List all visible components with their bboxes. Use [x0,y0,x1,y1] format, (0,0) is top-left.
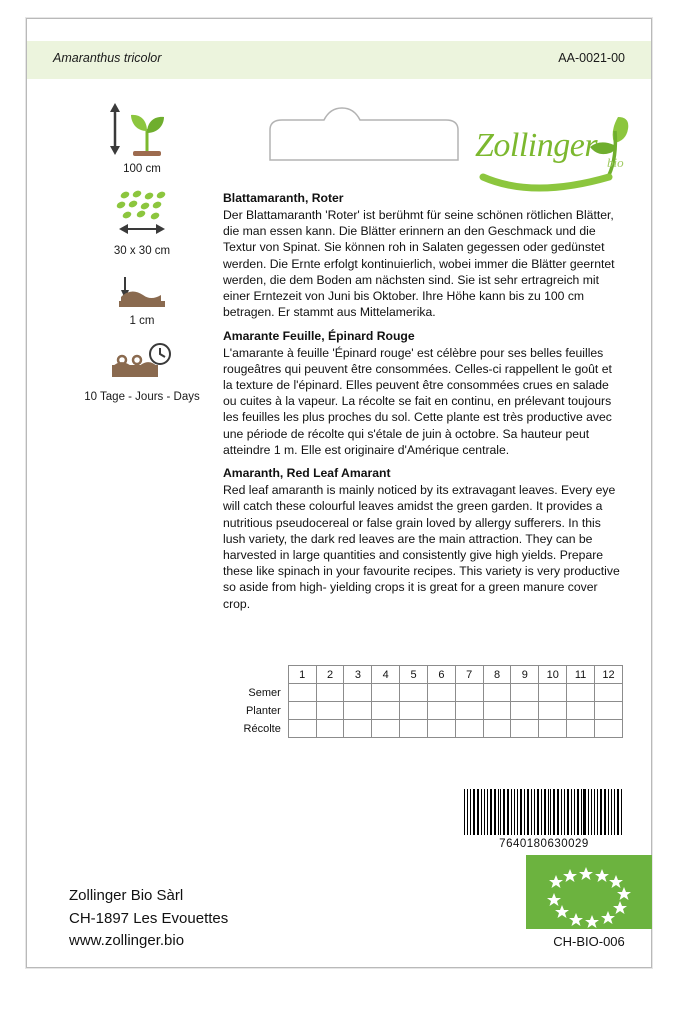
header-band [27,41,651,79]
calendar-cell [595,720,623,738]
description-body-de: Der Blattamaranth 'Roter' ist berühmt für seine schönen rötlichen Blätter, die man essen kann. Die Blätter erinnern an den Geschmack und die Textur von Spinat. Sie können roh in Salaten gegessen oder gedünstet werden. Die Ernte erfolgt kontinuierlich, wobei immer die Blätter geerntet werden, die dem Boden am nächsten sind. Sie ist sehr ertragreich mit einer Erntezeit von Juni bis Oktober. Ihre Höhe kann bis zu 100 cm betragen. Er stammt aus Mittelamerika. [223,208,615,320]
brand-name: Zollinger [475,127,598,164]
calendar-cell [372,720,400,738]
barcode-number: 7640180630029 [499,838,589,850]
calendar-cell [288,702,316,720]
latin-name: Amaranthus tricolor [53,51,162,65]
sowing-calendar [223,665,623,738]
calendar-cell [344,702,372,720]
brand-sub: bio [607,155,624,170]
calendar-cell [511,684,539,702]
calendar-month-header: 1 [288,666,316,684]
calendar-row-label: Semer [248,686,281,699]
calendar-cell [372,702,400,720]
calendar-cell [483,720,511,738]
calendar-cell [316,720,344,738]
calendar-cell [483,702,511,720]
plant-height-caption: 100 cm [123,163,161,175]
calendar-row [223,684,623,702]
calendar-header-row [223,666,623,684]
icon-block-germination [67,341,217,403]
description-body-fr: L'amarante à feuille 'Épinard rouge' est célèbre pour ses belles feuilles rougeâtres qui peuvent être consommées. Celles-ci rappellent le goût et la texture de l'épinard. Elles peuvent être consommées crues en salade ou cuites à la vapeur. La récolte se fait en continu, en prélevant toujours les feuilles les plus proches du sol. Cette plante est très productive avec une période de récolte qui s'étale de juin à octobre. Sa hauteur peut atteindre 1 m. Elle est originaire d'Amérique centrale. [223,345,612,457]
calendar-cell [539,702,567,720]
calendar-row-label: Récolte [243,722,281,735]
calendar-month-header: 2 [316,666,344,684]
germination-time-icon [67,341,217,387]
calendar-row [223,702,623,720]
icon-block-spacing [67,189,217,257]
calendar-cell [595,702,623,720]
calendar-cell [483,684,511,702]
description-title-de: Blattamaranth, Roter [223,191,344,205]
company-city: CH-1897 Les Evouettes [69,909,229,927]
calendar-cell [455,684,483,702]
calendar-month-header: 10 [539,666,567,684]
calendar-cell [372,684,400,702]
company-address [69,885,228,953]
calendar-cell [427,684,455,702]
calendar-cell [427,702,455,720]
calendar-cell [316,702,344,720]
calendar-table [223,665,623,738]
calendar-month-header: 8 [483,666,511,684]
calendar-cell [316,684,344,702]
germination-time-caption: 10 Tage - Jours - Days [84,391,200,403]
calendar-cell [400,702,428,720]
calendar-cell [344,720,372,738]
icon-block-depth [67,271,217,327]
company-website[interactable]: www.zollinger.bio [69,932,185,949]
calendar-row-label: Planter [245,704,281,717]
calendar-month-header: 4 [372,666,400,684]
calendar-cell [567,702,595,720]
description-body-en: Red leaf amaranth is mainly noticed by its extravagant leaves. Every eye will catch these colourful leaves amidst the green garden. It provides a nutritious pseudocereal or false grain loved by allergy sufferers. In this lush variety, the dark red leaves are the main attraction. They can be harvested in large quantities and consistently give high yields. Prepare these like spinach in your favourite recipes. This variety is very productive so aside from high- yielding crops it is great for a green manure cover crop. [223,483,620,611]
calendar-cell [427,720,455,738]
company-name: Zollinger Bio Sàrl [69,887,184,904]
seed-packet [26,18,652,968]
calendar-cell [288,684,316,702]
calendar-month-header: 9 [511,666,539,684]
calendar-cell [455,702,483,720]
calendar-month-header: 7 [455,666,483,684]
plant-spacing-caption: 30 x 30 cm [113,245,171,257]
brand-logo [475,105,651,195]
description-column [223,191,623,620]
sowing-depth-icon [67,271,217,311]
description-title-fr: Amarante Feuille, Épinard Rouge [223,328,415,343]
calendar-cell [595,684,623,702]
icon-block-height [67,101,217,175]
product-code: AA-0021-00 [558,51,625,65]
calendar-month-header: 5 [400,666,428,684]
calendar-cell [288,720,316,738]
calendar-cell [539,720,567,738]
calendar-month-header: 3 [344,666,372,684]
calendar-month-header: 12 [595,666,623,684]
calendar-month-header: 6 [427,666,455,684]
calendar-cell [455,720,483,738]
plant-spacing-icon [67,189,217,241]
calendar-cell [511,720,539,738]
label-shape-placeholder [264,104,464,166]
calendar-cell [511,702,539,720]
icon-column [67,101,217,417]
calendar-cell [344,684,372,702]
calendar-cell [567,720,595,738]
organic-certifier-code: CH-BIO-006 [553,934,625,949]
barcode [464,789,624,850]
description-title-en: Amaranth, Red Leaf Amarant [223,466,391,481]
sowing-depth-caption: 1 cm [129,315,155,327]
barcode-bars [464,789,624,835]
calendar-cell [539,684,567,702]
calendar-cell [400,684,428,702]
plant-height-icon [67,101,217,159]
calendar-row [223,720,623,738]
calendar-cell [567,684,595,702]
calendar-cell [400,720,428,738]
calendar-month-header: 11 [567,666,595,684]
calendar-corner [223,666,288,684]
eu-organic-leaf-icon [526,855,652,929]
